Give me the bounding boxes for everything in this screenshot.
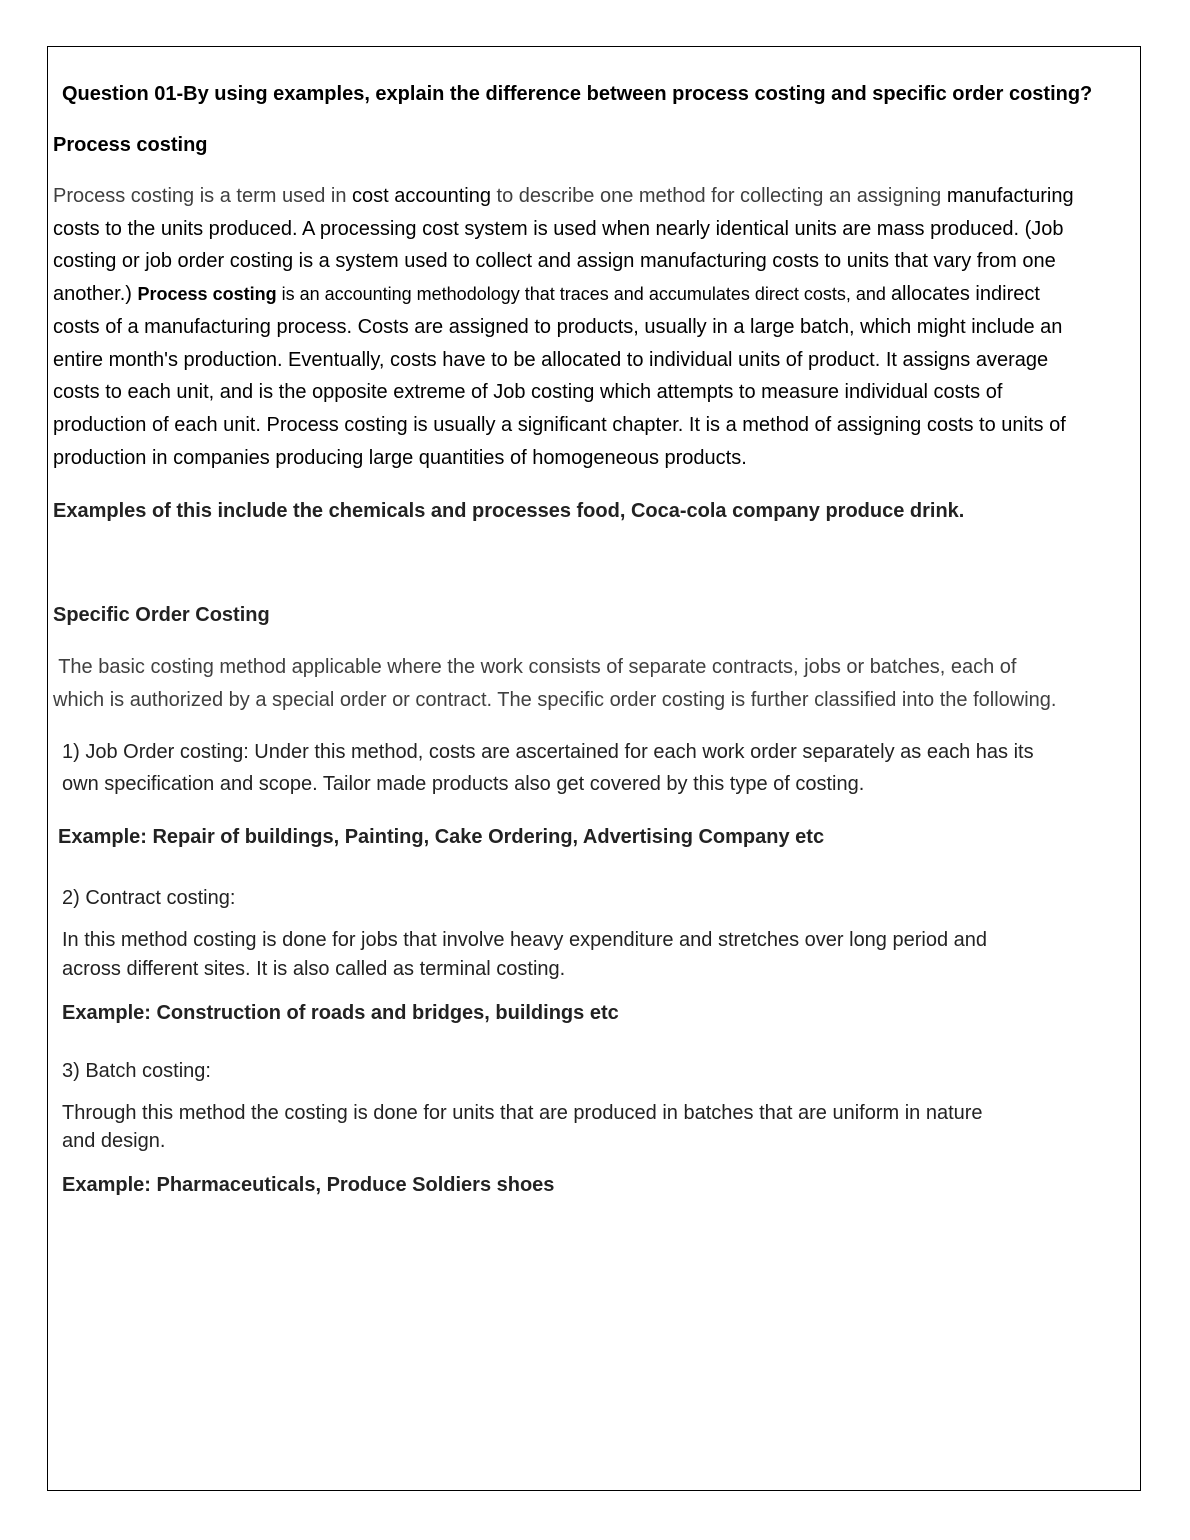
paragraph-line: production in companies producing large quantities of homogeneous products. — [53, 446, 747, 469]
manufacturing-link[interactable]: manufacturing — [946, 185, 1074, 207]
text-run: allocates indirect — [890, 283, 1040, 306]
batch-costing-line1: Through this method the costing is done for units that are produced in batches that are uniform in nature — [62, 1102, 983, 1124]
specific-order-intro-line2: which is authorized by a special order or contract. The specific order costing is further classified into the following. — [53, 689, 1057, 711]
contract-costing-line1: In this method costing is done for jobs that involve heavy expenditure and stretches over long period and — [62, 929, 988, 951]
paragraph-line — [53, 180, 1190, 213]
paragraph-line: costs of a manufacturing process. Costs are assigned to products, usually in a large batch, which might include an — [53, 315, 1063, 338]
paragraph-line: entire month's production. Eventually, costs have to be allocated to individual units of product. It assigns average — [53, 348, 1049, 371]
process-costing-paragraph — [53, 180, 1190, 474]
bold-term: Process costing — [137, 284, 277, 305]
cost-accounting-link[interactable]: cost accounting — [352, 185, 491, 207]
text-run: Process costing is a term used in — [53, 185, 353, 207]
batch-costing-line2: and design. — [62, 1130, 166, 1152]
question-title: Question 01-By using examples, explain the difference between process costing and specific order costing? — [62, 83, 1093, 105]
paragraph-line — [53, 278, 1190, 311]
paragraph-line: costs to each unit, and is the opposite extreme of Job costing which attempts to measure individual costs of — [53, 381, 1003, 404]
process-costing-examples: Examples of this include the chemicals and processes food, Coca-cola company produce drink. — [53, 500, 965, 522]
job-order-line1: 1) Job Order costing: Under this method, costs are ascertained for each work order separately as each has its — [62, 741, 1034, 763]
paragraph-line: production of each unit. Process costing is usually a significant chapter. It is a method of assigning costs to units of — [53, 413, 1066, 436]
contract-costing-heading: 2) Contract costing: — [62, 887, 236, 909]
paragraph-line: costs to the units produced. A processing cost system is used when nearly identical units are mass produced. (Job — [53, 217, 1064, 240]
job-order-line2: own specification and scope. Tailor made products also get covered by this type of costing. — [62, 773, 865, 795]
text-run: another.) — [53, 283, 138, 306]
text-run: to describe one method for collecting an assigning — [491, 185, 947, 207]
batch-costing-heading: 3) Batch costing: — [62, 1060, 211, 1082]
contract-costing-example: Example: Construction of roads and bridges, buildings etc — [62, 1002, 619, 1024]
text-run: is an accounting methodology that traces and accumulates direct costs, and — [276, 284, 891, 305]
contract-costing-line2: across different sites. It is also called as terminal costing. — [62, 958, 566, 980]
paragraph-line: costing or job order costing is a system used to collect and assign manufacturing costs to units that vary from one — [53, 250, 1056, 273]
job-order-example: Example: Repair of buildings, Painting, Cake Ordering, Advertising Company etc — [58, 826, 825, 848]
specific-order-heading: Specific Order Costing — [53, 604, 270, 626]
process-costing-heading: Process costing — [53, 134, 208, 156]
batch-costing-example: Example: Pharmaceuticals, Produce Soldiers shoes — [62, 1174, 555, 1196]
specific-order-intro-line1: The basic costing method applicable where the work consists of separate contracts, jobs or batches, each of — [53, 656, 1017, 678]
